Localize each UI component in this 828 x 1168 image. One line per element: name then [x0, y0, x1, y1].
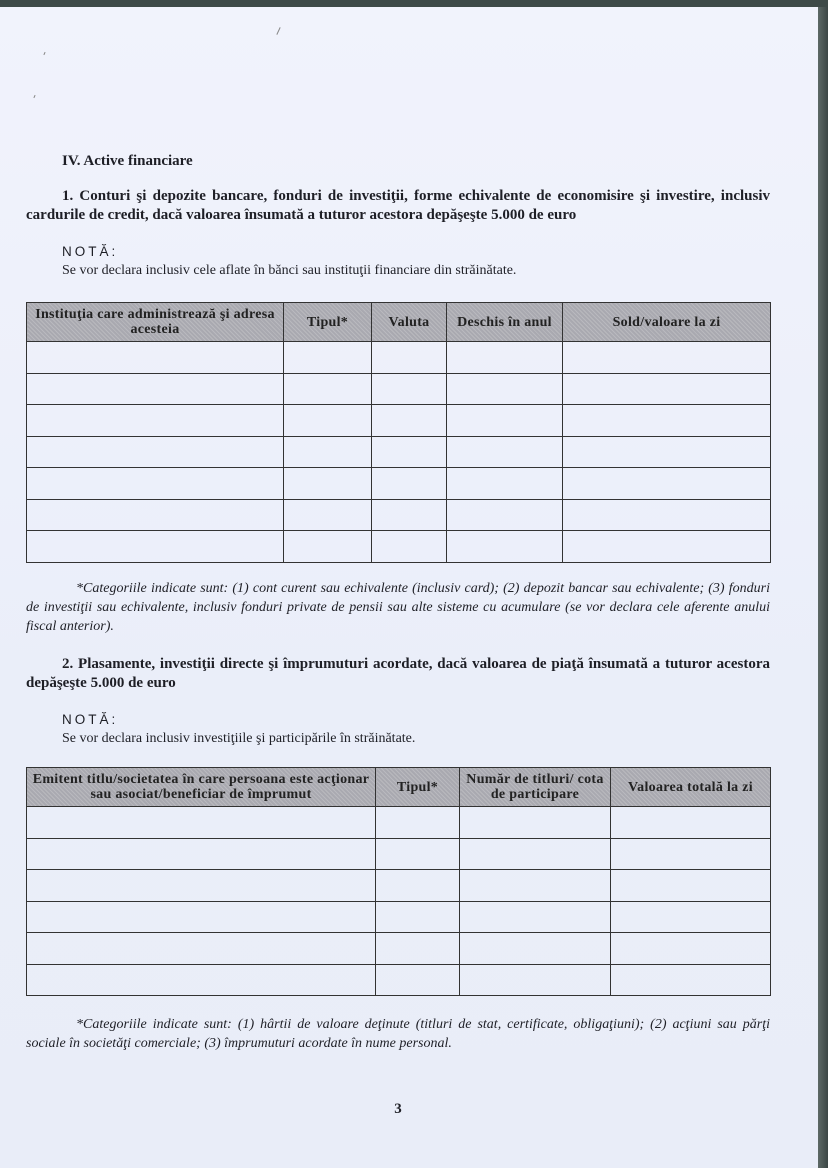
table-cell[interactable] [460, 901, 611, 933]
table-cell[interactable] [447, 373, 563, 405]
table-cell[interactable] [563, 373, 771, 405]
document-page [0, 7, 818, 1168]
part1-nota-label: NOTĂ: [62, 244, 119, 259]
table-cell[interactable] [611, 964, 771, 996]
header-shares-count: Număr de titluri/ cota de participare [460, 768, 611, 807]
table-row [27, 901, 771, 933]
table-cell[interactable] [447, 499, 563, 531]
header-type: Tipul* [284, 303, 372, 342]
table-cell[interactable] [284, 405, 372, 437]
section-title: IV. Active financiare [62, 153, 193, 169]
table-cell[interactable] [27, 531, 284, 563]
table-cell[interactable] [563, 405, 771, 437]
table-row [27, 807, 771, 839]
table-cell[interactable] [563, 499, 771, 531]
table-cell[interactable] [372, 342, 447, 374]
table-row [27, 964, 771, 996]
table-cell[interactable] [563, 436, 771, 468]
scan-artifact [43, 52, 45, 55]
table-cell[interactable] [27, 373, 284, 405]
table-cell[interactable] [27, 901, 376, 933]
table-cell[interactable] [284, 436, 372, 468]
part1-footnote: *Categoriile indicate sunt: (1) cont curent sau echivalente (inclusiv card); (2) depozit bancar sau echivalente; (3) fonduri de investiţii sau echivalente, inclusiv fonduri private de pensii sau alte sisteme cu acumulare (se vor declara cele aferente anului fiscal anterior). [26, 581, 770, 634]
table-cell[interactable] [284, 342, 372, 374]
table-cell[interactable] [376, 901, 460, 933]
table-header-row [27, 768, 771, 807]
table-cell[interactable] [460, 870, 611, 902]
header-opened-year: Deschis în anul [447, 303, 563, 342]
scan-edge [818, 7, 828, 1168]
table-cell[interactable] [27, 436, 284, 468]
table-header-row [27, 303, 771, 342]
header-total-value: Valoarea totală la zi [611, 768, 771, 807]
table-cell[interactable] [447, 436, 563, 468]
table-cell[interactable] [27, 342, 284, 374]
table-cell[interactable] [460, 807, 611, 839]
part1-nota-text: Se vor declara inclusiv cele aflate în bănci sau instituţii financiare din străinătate. [62, 263, 517, 278]
table-cell[interactable] [27, 807, 376, 839]
part2-nota-text: Se vor declara inclusiv investiţiile şi participările în străinătate. [62, 731, 416, 746]
page-number: 3 [394, 1101, 402, 1117]
table-cell[interactable] [376, 870, 460, 902]
bank-accounts-table [26, 302, 771, 563]
scan-artifact [33, 95, 35, 98]
table-cell[interactable] [372, 531, 447, 563]
table-row [27, 870, 771, 902]
table-cell[interactable] [27, 870, 376, 902]
part1-heading: 1. Conturi şi depozite bancare, fonduri de investiţii, forme echivalente de economisire şi investire, inclusiv cardurile de credit, dacă valoarea însumată a tuturor acestora depăşeşte 5.000 de euro [26, 188, 770, 223]
table-cell[interactable] [376, 838, 460, 870]
header-type: Tipul* [376, 768, 460, 807]
table-cell[interactable] [460, 964, 611, 996]
table-cell[interactable] [372, 373, 447, 405]
header-issuer: Emitent titlu/societatea în care persoana este acţionar sau asociat/beneficiar de împrumut [27, 768, 376, 807]
table-cell[interactable] [460, 933, 611, 965]
table-row [27, 373, 771, 405]
table-row [27, 499, 771, 531]
table-cell[interactable] [27, 964, 376, 996]
table-cell[interactable] [372, 405, 447, 437]
table-cell[interactable] [460, 838, 611, 870]
part2-nota-label: NOTĂ: [62, 712, 119, 727]
table-cell[interactable] [447, 405, 563, 437]
part2-footnote: *Categoriile indicate sunt: (1) hârtii de valoare deţinute (titluri de stat, certificate, obligaţiuni); (2) acţiuni sau părţi sociale în societăţi comerciale; (3) împrumuturi acordate în nume personal. [26, 1017, 770, 1051]
table-cell[interactable] [27, 405, 284, 437]
table-cell[interactable] [563, 342, 771, 374]
table-cell[interactable] [611, 901, 771, 933]
table-row [27, 531, 771, 563]
table-cell[interactable] [611, 933, 771, 965]
table-cell[interactable] [611, 870, 771, 902]
table-cell[interactable] [447, 468, 563, 500]
scan-artifact [276, 27, 280, 35]
table-cell[interactable] [27, 468, 284, 500]
table-cell[interactable] [447, 342, 563, 374]
table-row [27, 468, 771, 500]
table-cell[interactable] [284, 531, 372, 563]
table-cell[interactable] [284, 373, 372, 405]
table-row [27, 405, 771, 437]
table-row [27, 838, 771, 870]
header-balance: Sold/valoare la zi [563, 303, 771, 342]
table-row [27, 933, 771, 965]
table-cell[interactable] [376, 807, 460, 839]
header-currency: Valuta [372, 303, 447, 342]
table-cell[interactable] [284, 468, 372, 500]
table-row [27, 342, 771, 374]
part2-heading: 2. Plasamente, investiţii directe şi împrumuturi acordate, dacă valoarea de piaţă însumată a tuturor acestora depăşeşte 5.000 de euro [26, 656, 770, 691]
table-cell[interactable] [27, 933, 376, 965]
investments-table [26, 767, 771, 996]
table-cell[interactable] [563, 531, 771, 563]
table-cell[interactable] [447, 531, 563, 563]
table-cell[interactable] [372, 468, 447, 500]
table-cell[interactable] [372, 436, 447, 468]
table-cell[interactable] [376, 933, 460, 965]
table-cell[interactable] [284, 499, 372, 531]
header-institution: Instituţia care administrează şi adresa acesteia [27, 303, 284, 342]
table-cell[interactable] [611, 838, 771, 870]
table-row [27, 436, 771, 468]
table-cell[interactable] [563, 468, 771, 500]
table-cell[interactable] [611, 807, 771, 839]
table-cell[interactable] [27, 499, 284, 531]
table-cell[interactable] [27, 838, 376, 870]
table-cell[interactable] [372, 499, 447, 531]
table-cell[interactable] [376, 964, 460, 996]
